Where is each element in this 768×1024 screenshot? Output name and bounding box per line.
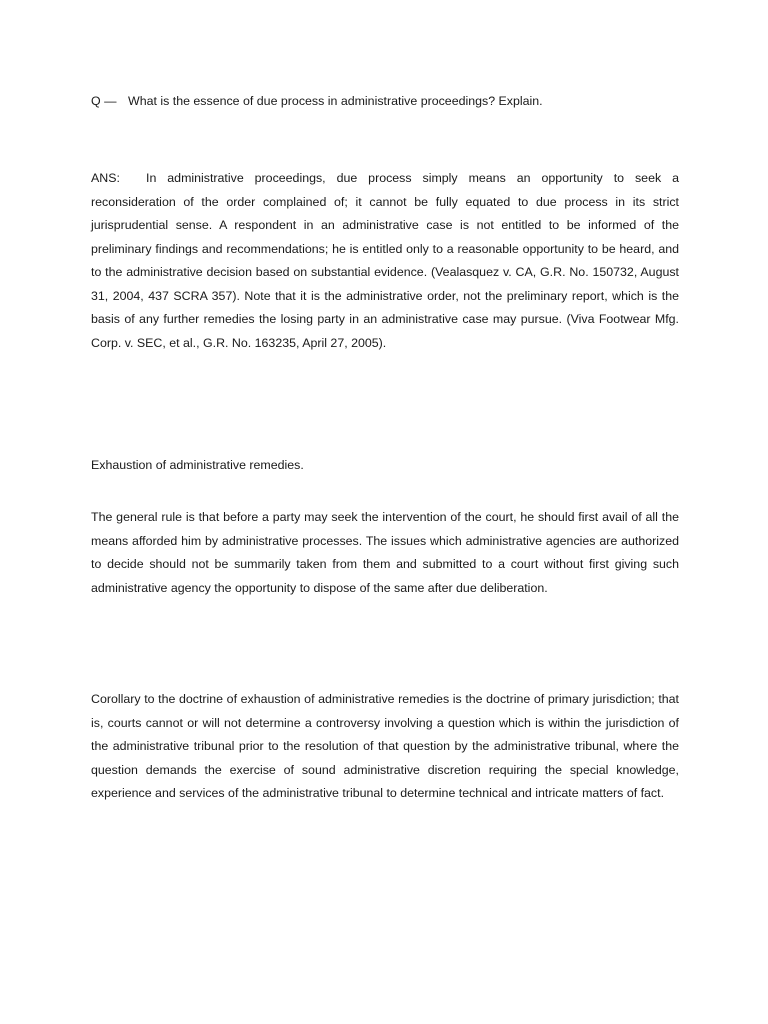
section-heading: Exhaustion of administrative remedies. [91, 458, 304, 472]
exhaustion-paragraph: The general rule is that before a party may seek the intervention of the court, he should first avail of all the means afforded him by administrative processes. The issues which administrative agencies are authorized to decide should not be summarily taken from them and submitted to a court without first giving such administrative agency the opportunity to dispose of the same after due deliberation. [91, 510, 679, 595]
primary-jurisdiction-paragraph: Corollary to the doctrine of exhaustion of administrative remedies is the doctrine of primary jurisdiction; that is, courts cannot or will not determine a controversy involving a question which is within the jurisdiction of the administrative tribunal prior to the resolution of that question by the administrative tribunal, where the question demands the exercise of sound administrative discretion requiring the special knowledge, experience and services of the administrative tribunal to determine technical and intricate matters of fact. [91, 692, 679, 800]
answer-label: ANS: [91, 171, 120, 185]
answer-text: In administrative proceedings, due process simply means an opportunity to seek a reconsideration of the order complained of; it cannot be fully equated to due process in its strict jurisprudential sense. A respondent in an administrative case is not entitled to be informed of the preliminary findings and recommendations; he is entitled only to a reasonable opportunity to be heard, and to the administrative decision based on substantial evidence. (Vealasquez v. CA, G.R. No. 150732, August 31, 2004, 437 SCRA 357). Note that it is the administrative order, not the preliminary report, which is the basis of any further remedies the losing party in an administrative case may pursue. (Viva Footwear Mfg. Corp. v. SEC, et al., G.R. No. 163235, April 27, 2005). [91, 171, 679, 350]
question-label: Q — [91, 94, 117, 108]
question-text: What is the essence of due process in administrative proceedings? Explain. [128, 94, 543, 108]
answer-paragraph [91, 167, 679, 355]
question-line [91, 90, 543, 114]
